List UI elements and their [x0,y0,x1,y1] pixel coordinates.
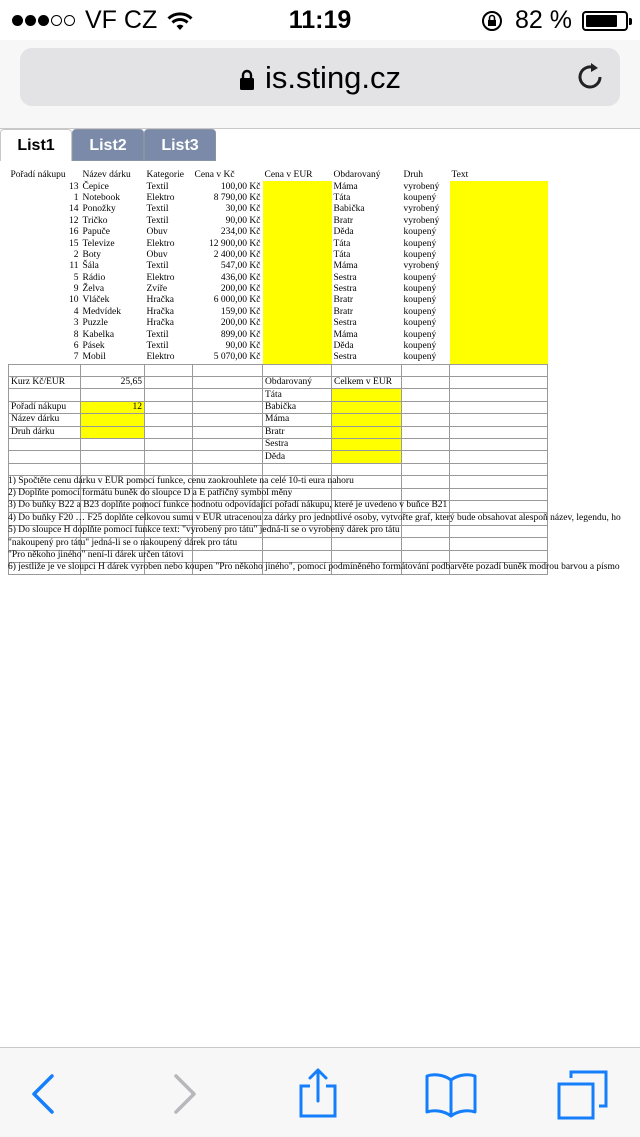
instruction-line: 4) Do buňky F20 … F25 doplňte celkovou sumu v EUR utracenou za dárky pro jednotlivé osoby, vytvořte graf, který bude obsahovat alespoň název, legendu, ho [8,513,621,523]
header-cell[interactable]: Druh [403,170,424,181]
empty-cell[interactable] [402,488,450,500]
recipient-cell[interactable]: Děda [333,341,354,352]
table-row [9,227,548,238]
clock: 11:19 [288,6,352,34]
summary-row [9,451,548,463]
order-cell[interactable]: 5 [73,272,79,283]
carrier-name: VF CZ [85,6,158,34]
table-row [9,352,548,364]
gift-name-cell[interactable]: Notebook [82,192,120,203]
recipient-cell[interactable]: Máma [333,261,358,272]
text-cell[interactable] [450,341,548,352]
table-row [9,193,548,204]
gift-name-cell[interactable]: Medvídek [82,306,122,317]
price-eur-cell[interactable] [263,238,332,249]
type-cell[interactable]: koupený [403,306,437,317]
price-czk-cell[interactable]: 5 070,00 Kč [213,352,261,363]
gift-name-cell[interactable]: Rádio [82,272,106,283]
header-cell[interactable]: Obdarovaný [333,170,381,181]
order-cell[interactable]: 2 [73,249,79,260]
type-cell[interactable]: koupený [403,238,437,249]
price-eur-cell[interactable] [263,204,332,215]
empty-cell[interactable] [145,389,193,401]
reload-icon[interactable] [574,61,606,93]
empty-cell[interactable] [402,550,450,562]
bottom-toolbar [0,1047,640,1137]
rotation-lock-icon [481,10,503,32]
price-czk-cell[interactable]: 234,00 Kč [220,227,261,238]
type-cell[interactable]: vyrobený [403,181,440,192]
instruction-line: 1) Spočtěte cenu dárku v EUR pomocí funkce, cenu zaokrouhlete na celé 10-ti eura nahoru [8,476,354,486]
rate-value[interactable]: 25,65 [81,377,145,389]
lookup-value[interactable] [81,414,145,426]
price-czk-cell[interactable]: 899,00 Kč [220,329,261,340]
order-cell[interactable]: 10 [69,295,79,306]
price-czk-cell[interactable]: 30,00 Kč [225,204,261,215]
recipient-cell[interactable]: Sestra [333,352,357,363]
empty-cell[interactable] [402,463,450,475]
empty-cell[interactable] [402,426,450,438]
lookup-value[interactable] [81,438,145,450]
empty-cell[interactable] [9,364,81,376]
empty-cell[interactable] [402,538,450,550]
summary-recipient[interactable]: Bratr [263,426,332,438]
summary-row [9,426,548,438]
empty-cell[interactable] [450,438,548,450]
empty-cell[interactable] [9,463,81,475]
table-row [9,261,548,272]
empty-cell[interactable] [402,364,450,376]
summary-recipient[interactable]: Děda [263,451,332,463]
lookup-value[interactable]: 12 [81,401,145,413]
gift-name-cell[interactable]: Čepice [82,181,109,192]
battery-percent: 82 % [515,6,572,34]
price-eur-cell[interactable] [263,216,332,227]
empty-cell[interactable] [145,463,193,475]
gift-name-cell[interactable]: Puzzle [82,318,108,329]
category-cell[interactable]: Hračka [146,306,174,317]
empty-cell[interactable] [450,414,548,426]
price-czk-cell[interactable]: 436,00 Kč [220,272,261,283]
table-row [9,341,548,352]
empty-cell[interactable] [402,476,450,488]
empty-cell[interactable] [332,538,402,550]
recipient-cell[interactable]: Táta [333,238,351,249]
table-row [9,307,548,318]
empty-cell[interactable] [193,550,263,562]
text-cell[interactable] [450,329,548,340]
price-czk-cell[interactable]: 100,00 Kč [220,181,261,192]
empty-cell[interactable] [263,550,332,562]
summary-recipient[interactable]: Sestra [263,438,332,450]
category-cell[interactable]: Textil [146,215,169,226]
type-cell[interactable]: koupený [403,295,437,306]
price-eur-cell[interactable] [263,284,332,295]
category-cell[interactable]: Hračka [146,318,174,329]
header-cell[interactable]: Text [451,170,469,181]
category-cell[interactable]: Textil [146,329,169,340]
gift-name-cell[interactable]: Mobil [82,352,106,363]
empty-cell[interactable] [450,525,548,537]
gift-name-cell[interactable]: Vláček [82,295,110,306]
empty-cell[interactable] [145,377,193,389]
table-row [9,329,548,340]
price-eur-cell[interactable] [263,227,332,238]
empty-cell[interactable] [193,414,263,426]
address-display[interactable] [20,60,620,96]
empty-cell[interactable] [193,463,263,475]
empty-cell[interactable] [332,550,402,562]
share-icon[interactable] [290,1066,346,1122]
recipient-cell[interactable]: Máma [333,181,358,192]
text-cell[interactable] [450,261,548,272]
empty-cell[interactable] [193,438,263,450]
empty-cell[interactable] [193,451,263,463]
empty-cell[interactable] [332,488,402,500]
price-eur-cell[interactable] [263,329,332,340]
empty-cell[interactable] [81,463,145,475]
instruction-line: "nakoupený pro tátu" jedná-li se o nakoupený dárek pro tátu [8,538,238,548]
empty-cell[interactable] [193,389,263,401]
price-eur-cell[interactable] [263,250,332,261]
category-cell[interactable]: Textil [146,261,169,272]
type-cell[interactable]: koupený [403,329,437,340]
summary-row [9,414,548,426]
price-czk-cell[interactable]: 8 790,00 Kč [213,192,261,203]
lookup-label[interactable] [9,438,81,450]
instruction-line: 5) Do sloupce H doplňte pomocí funkce text: "vyrobený pro tátu" jedná-li se o vyrobený dárek pro tátu [8,525,400,535]
category-cell[interactable]: Elektro [146,272,175,283]
text-cell[interactable] [450,284,548,295]
order-cell[interactable]: 12 [69,215,79,226]
price-czk-cell[interactable]: 200,00 Kč [220,318,261,329]
lookup-label[interactable]: Pořadí nákupu [9,401,81,413]
empty-cell[interactable] [332,463,402,475]
gift-name-cell[interactable]: Kabelka [82,329,115,340]
type-cell[interactable]: koupený [403,272,437,283]
summary-total[interactable] [332,414,402,426]
empty-cell[interactable] [145,451,193,463]
empty-cell[interactable] [402,525,450,537]
lookup-label[interactable] [9,451,81,463]
table-row [9,273,548,284]
type-cell[interactable]: vyrobený [403,204,440,215]
type-cell[interactable]: koupený [403,341,437,352]
type-cell[interactable]: vyrobený [403,215,440,226]
price-eur-cell[interactable] [263,352,332,364]
browser-header [0,40,640,129]
text-cell[interactable] [450,318,548,329]
table-row [9,204,548,215]
text-cell[interactable] [450,250,548,261]
gift-name-cell[interactable]: Želva [82,284,105,295]
sheet-tabs [0,129,216,161]
order-cell[interactable]: 7 [73,352,79,363]
empty-cell[interactable] [450,500,548,512]
order-cell[interactable]: 1 [73,192,79,203]
text-cell[interactable] [450,352,548,364]
empty-cell[interactable] [193,377,263,389]
summary-recipient[interactable]: Máma [263,414,332,426]
empty-cell[interactable] [81,364,145,376]
type-cell[interactable]: koupený [403,227,437,238]
order-cell[interactable]: 6 [73,341,79,352]
price-czk-cell[interactable]: 90,00 Kč [225,341,261,352]
order-cell[interactable]: 15 [69,238,79,249]
recipient-cell[interactable]: Táta [333,192,351,203]
empty-cell[interactable] [193,426,263,438]
empty-cell[interactable] [450,451,548,463]
order-cell[interactable]: 13 [69,181,79,192]
table-row [9,216,548,227]
summary-header-recipient[interactable]: Obdarovaný [263,377,332,389]
status-right [481,6,628,35]
empty-cell[interactable] [450,364,548,376]
category-cell[interactable]: Zvíře [146,284,168,295]
empty-cell[interactable] [450,538,548,550]
recipient-cell[interactable]: Sestra [333,318,357,329]
bookmarks-icon[interactable] [423,1066,479,1122]
empty-cell[interactable] [450,488,548,500]
category-cell[interactable]: Elektro [146,238,175,249]
price-eur-cell[interactable] [263,273,332,284]
order-cell[interactable]: 4 [73,306,79,317]
empty-cell[interactable] [402,451,450,463]
order-cell[interactable]: 3 [73,318,79,329]
order-cell[interactable]: 11 [69,261,79,272]
text-cell[interactable] [450,307,548,318]
rate-label[interactable]: Kurz Kč/EUR [9,377,81,389]
instruction-line: 6) jestliže je ve sloupci H dárek vyroben nebo koupen "Pro někoho jiného", pomocí podmíněného formátování podbarvěte pozadí buněk modrou barvou a písmo [8,562,620,572]
recipient-cell[interactable]: Babička [333,204,365,215]
empty-cell[interactable] [402,414,450,426]
summary-total[interactable] [332,426,402,438]
price-eur-cell[interactable] [263,307,332,318]
summary-row [9,389,548,401]
gift-name-cell[interactable]: Boty [82,249,101,260]
empty-cell[interactable] [145,426,193,438]
tab-list2[interactable]: List2 [72,129,144,161]
category-cell[interactable]: Elektro [146,192,175,203]
recipient-cell[interactable]: Máma [333,329,358,340]
address-bar[interactable] [20,48,620,106]
recipient-cell[interactable]: Bratr [333,295,354,306]
summary-total[interactable] [332,438,402,450]
lookup-value[interactable] [81,451,145,463]
price-czk-cell[interactable]: 200,00 Kč [220,284,261,295]
text-cell[interactable] [450,204,548,215]
text-cell[interactable] [450,193,548,204]
summary-total[interactable] [332,401,402,413]
gift-name-cell[interactable]: Papuče [82,227,110,238]
type-cell[interactable]: koupený [403,284,437,295]
tab-list1[interactable]: List1 [0,129,72,161]
header-row [9,170,548,181]
type-cell[interactable]: koupený [403,249,437,260]
url-text: is.sting.cz [264,60,402,95]
recipient-cell[interactable]: Bratr [333,215,354,226]
empty-cell[interactable] [145,364,193,376]
category-cell[interactable]: Textil [146,341,169,352]
empty-cell[interactable] [263,538,332,550]
order-cell[interactable]: 8 [73,329,79,340]
text-cell[interactable] [450,227,548,238]
category-cell[interactable]: Obuv [146,249,168,260]
header-cell[interactable]: Cena v Kč [194,170,235,181]
empty-cell[interactable] [145,414,193,426]
blank-row [9,364,548,376]
category-cell[interactable]: Textil [146,204,169,215]
instruction-line: 3) Do buňky B22 a B23 doplňte pomocí funkce hodnotu odpovídající pořadí nákupu, které je uvedeno v buňce B21 [8,500,448,510]
price-czk-cell[interactable]: 2 400,00 Kč [213,249,261,260]
price-czk-cell[interactable]: 90,00 Kč [225,215,261,226]
table-row [9,181,548,192]
price-eur-cell[interactable] [263,341,332,352]
empty-cell[interactable] [145,438,193,450]
empty-cell[interactable] [450,463,548,475]
header-cell[interactable]: Pořadí nákupu [10,170,66,181]
summary-row [9,401,548,413]
empty-cell[interactable] [193,364,263,376]
recipient-cell[interactable]: Táta [333,249,351,260]
text-cell[interactable] [450,295,548,306]
category-cell[interactable]: Textil [146,181,169,192]
gift-name-cell[interactable]: Ponožky [82,204,116,215]
type-cell[interactable]: koupený [403,192,437,203]
empty-cell[interactable] [332,364,402,376]
summary-header-total[interactable]: Celkem v EUR [332,377,402,389]
gift-name-cell[interactable]: Pásek [82,341,105,352]
blank-row [9,463,548,475]
empty-cell[interactable] [450,401,548,413]
empty-cell[interactable] [402,401,450,413]
lock-icon [239,69,255,91]
text-cell[interactable] [450,216,548,227]
price-eur-cell[interactable] [263,181,332,192]
empty-cell[interactable] [402,389,450,401]
table-row [9,284,548,295]
order-cell[interactable]: 16 [69,227,79,238]
tabs-icon[interactable] [556,1066,612,1122]
empty-cell[interactable] [450,389,548,401]
lookup-label[interactable] [9,389,81,401]
gift-name-cell[interactable]: Šála [82,261,99,272]
tab-list3[interactable]: List3 [144,129,216,161]
text-cell[interactable] [450,238,548,249]
price-eur-cell[interactable] [263,261,332,272]
summary-recipient[interactable]: Táta [263,389,332,401]
category-cell[interactable]: Elektro [146,352,175,363]
instruction-line: 2) Doplňte pomocí formátu buněk do sloupce D a E patřičný symbol měny [8,488,293,498]
order-cell[interactable]: 9 [73,284,79,295]
text-cell[interactable] [450,181,548,192]
empty-cell[interactable] [263,463,332,475]
back-icon[interactable] [16,1066,72,1122]
table-row [9,238,548,249]
empty-cell[interactable] [263,364,332,376]
header-cell[interactable]: Název dárku [82,170,131,181]
category-cell[interactable]: Hračka [146,295,174,306]
rate-row [9,377,548,389]
price-czk-cell[interactable]: 6 000,00 Kč [213,295,261,306]
lookup-value[interactable] [81,426,145,438]
text-cell[interactable] [450,273,548,284]
forward-icon[interactable] [156,1066,212,1122]
lookup-label[interactable]: Druh dárku [9,426,81,438]
empty-cell[interactable] [450,377,548,389]
price-czk-cell[interactable]: 12 900,00 Kč [209,238,261,249]
summary-total[interactable] [332,451,402,463]
lookup-label[interactable]: Název dárku [9,414,81,426]
status-bar [0,0,640,40]
type-cell[interactable]: vyrobený [403,261,440,272]
type-cell[interactable]: koupený [403,318,437,329]
recipient-cell[interactable]: Děda [333,227,354,238]
gift-name-cell[interactable]: Tričko [82,215,108,226]
battery-icon [582,11,628,31]
gift-name-cell[interactable]: Televize [82,238,115,249]
table-row [9,295,548,306]
price-eur-cell[interactable] [263,318,332,329]
summary-total[interactable] [332,389,402,401]
header-cell[interactable]: Kategorie [146,170,184,181]
empty-cell[interactable] [450,426,548,438]
price-czk-cell[interactable]: 547,00 Kč [220,261,261,272]
type-cell[interactable]: koupený [403,352,437,363]
summary-row [9,438,548,450]
empty-cell[interactable] [450,550,548,562]
summary-recipient[interactable]: Babička [263,401,332,413]
recipient-cell[interactable]: Sestra [333,272,357,283]
header-cell[interactable]: Cena v EUR [264,170,313,181]
lookup-value[interactable] [81,389,145,401]
table-row [9,250,548,261]
empty-cell[interactable] [145,401,193,413]
price-eur-cell[interactable] [263,193,332,204]
instruction-line: "Pro někoho jiného" není-li dárek určen tátovi [8,550,184,560]
empty-cell[interactable] [193,401,263,413]
recipient-cell[interactable]: Bratr [333,306,354,317]
order-cell[interactable]: 14 [69,204,79,215]
empty-cell[interactable] [450,476,548,488]
recipient-cell[interactable]: Sestra [333,284,357,295]
table-row [9,318,548,329]
price-eur-cell[interactable] [263,295,332,306]
empty-cell[interactable] [402,377,450,389]
category-cell[interactable]: Obuv [146,227,168,238]
empty-cell[interactable] [402,438,450,450]
price-czk-cell[interactable]: 159,00 Kč [220,306,261,317]
